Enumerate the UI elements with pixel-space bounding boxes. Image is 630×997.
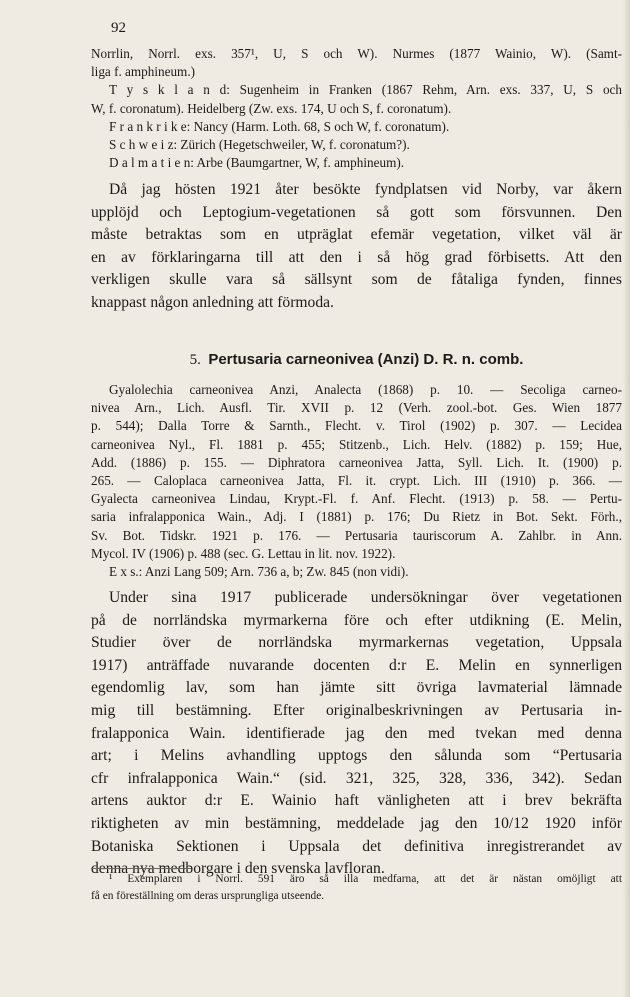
- synonymy-line: nivea Arn., Lich. Ausfl. Tir. XVII p. 12 (Verh. zool.-bot. Ges. Wien 1877: [91, 400, 622, 416]
- distribution-line: liga f. amphineum.): [91, 64, 196, 80]
- synonymy-line: saria infralapponica Wain., Adj. I (1881) p. 176; Du Rietz in Bot. Sekt. Förh.,: [91, 509, 622, 525]
- paragraph-line: Studier över de norrländska myrmarkernas vegetation, Uppsala: [91, 634, 622, 652]
- distribution-list: [91, 45, 622, 172]
- paragraph-line: riktigheten av min bestämning, meddelade jag den 10/12 1920 inför: [91, 814, 622, 832]
- paragraph-line: knappast någon anledning att förmoda.: [91, 293, 334, 311]
- exsiccata-line: E x s.: Anzi Lang 509; Arn. 736 a, b; Zw. 845 (non vidi).: [109, 563, 409, 579]
- paragraph-line: fralapponica Wain. identifierade jag den med tvekan med denna: [91, 724, 622, 742]
- synonymy-line: Add. (1886) p. 155. — Diphratora carneonivea Jatta, Syll. Lich. It. (1900) p.: [91, 454, 622, 470]
- synonymy-list: [91, 381, 622, 581]
- paragraph-line: en av förklaringarna till att den i så hög grad förbisetts. Att den: [91, 248, 622, 266]
- page-number: 92: [111, 20, 126, 36]
- distribution-line: D a l m a t i e n: Arbe (Baumgartner, W, f. amphineum).: [109, 155, 405, 171]
- synonymy-line: carneonivea Nyl., Fl. 1881 p. 455; Stitzenb., Lich. Helv. (1882) p. 159; Hue,: [91, 436, 622, 452]
- paragraph-line: denna nya medborgare i den svenska lavfloran.: [91, 860, 385, 878]
- page-edge-shadow: [623, 0, 630, 997]
- paragraph-line: artens auktor d:r E. Wainio haft vänligheten att i brev bekräfta: [91, 792, 622, 810]
- distribution-line: W, f. coronatum). Heidelberg (Zw. exs. 174, U och S, f. coronatum).: [91, 100, 452, 116]
- synonymy-line: Gyalolechia carneonivea Anzi, Analecta (1868) p. 10. — Secoliga carneo-: [109, 382, 622, 397]
- paragraph-line: cfr infralapponica Wain.“ (sid. 321, 325, 328, 336, 342). Sedan: [91, 769, 622, 787]
- heading-title: Pertusaria carneonivea (Anzi) D. R. n. comb.: [208, 351, 524, 368]
- species-heading: [91, 350, 622, 370]
- synonymy-line: Sv. Bot. Tidskr. 1921 p. 176. — Pertusaria tauriscorum A. Zahlbr. in Ann.: [91, 527, 622, 543]
- paragraph-line: egendomlig lav, som han jämte sitt övriga lavmaterial lämnade: [91, 679, 622, 697]
- synonymy-line: p. 544); Dalla Torre & Sarnth., Flecht. v. Tirol (1902) p. 307. — Lecidea: [91, 418, 622, 434]
- paragraph-line: mig till bestämning. Efter originalbeskrivningen av Pertusaria in-: [91, 701, 622, 719]
- synonymy-line: Mycol. IV (1906) p. 488 (sec. G. Lettau in lit. nov. 1922).: [91, 545, 396, 561]
- paragraph-norby: [91, 179, 622, 315]
- paragraph-line: Botaniska Sektionen i Uppsala det definitiva inregistrerandet av: [91, 837, 622, 855]
- paragraph-line: upplöjd och Leptogium-vegetationen så gott som försvunnen. Den: [91, 203, 622, 221]
- heading-number: 5.: [189, 352, 201, 368]
- footnote-rule: [91, 868, 191, 869]
- distribution-line: S c h w e i z: Zürich (Hegetschweiler, W, f. coronatum?).: [109, 136, 410, 152]
- paragraph-line: verkligen skulle vara så sällsynt som de fåtaliga fynden, finnes: [91, 271, 622, 289]
- paragraph-line: Under sina 1917 publicerade undersökningar över vegetationen: [109, 589, 622, 606]
- synonymy-line: 265. — Caloplaca carneonivea Jatta, Fl. it. crypt. Lich. III (1910) p. 366. —: [91, 472, 622, 488]
- footnote: [91, 871, 622, 904]
- paragraph-melin: [91, 587, 622, 881]
- paragraph-line: på de norrländska myrmarkerna före och efter utdikning (E. Melin,: [91, 611, 622, 629]
- paragraph-line: art; i Melins avhandling upptogs den sålunda som “Pertusaria: [91, 747, 622, 765]
- distribution-line: T y s k l a n d: Sugenheim in Franken (1867 Rehm, Arn. exs. 337, U, S och: [109, 82, 622, 98]
- distribution-line: Norrlin, Norrl. exs. 357¹, U, S och W). Nurmes (1877 Wainio, W). (Samt-: [91, 46, 622, 61]
- footnote-line: ¹ Exemplaren i Norrl. 591 äro så illa medfarna, att det är nästan omöjligt att: [109, 873, 622, 885]
- distribution-line: F r a n k r i k e: Nancy (Harm. Loth. 68, S och W, f. coronatum).: [109, 118, 450, 134]
- paragraph-line: 1917) anträffade nuvarande docenten d:r E. Melin en synnerligen: [91, 656, 622, 674]
- paragraph-line: Då jag hösten 1921 åter besökte fyndplatsen vid Norby, var åkern: [109, 181, 622, 198]
- footnote-line: få en föreställning om deras ursprungliga utseende.: [91, 889, 325, 902]
- synonymy-line: Gyalecta carneonivea Lindau, Krypt.-Fl. f. Anf. Flecht. (1913) p. 58. — Pertu-: [91, 491, 622, 507]
- paragraph-line: måste betraktas som en utpräglat efemär vegetation, vilket väl är: [91, 226, 622, 244]
